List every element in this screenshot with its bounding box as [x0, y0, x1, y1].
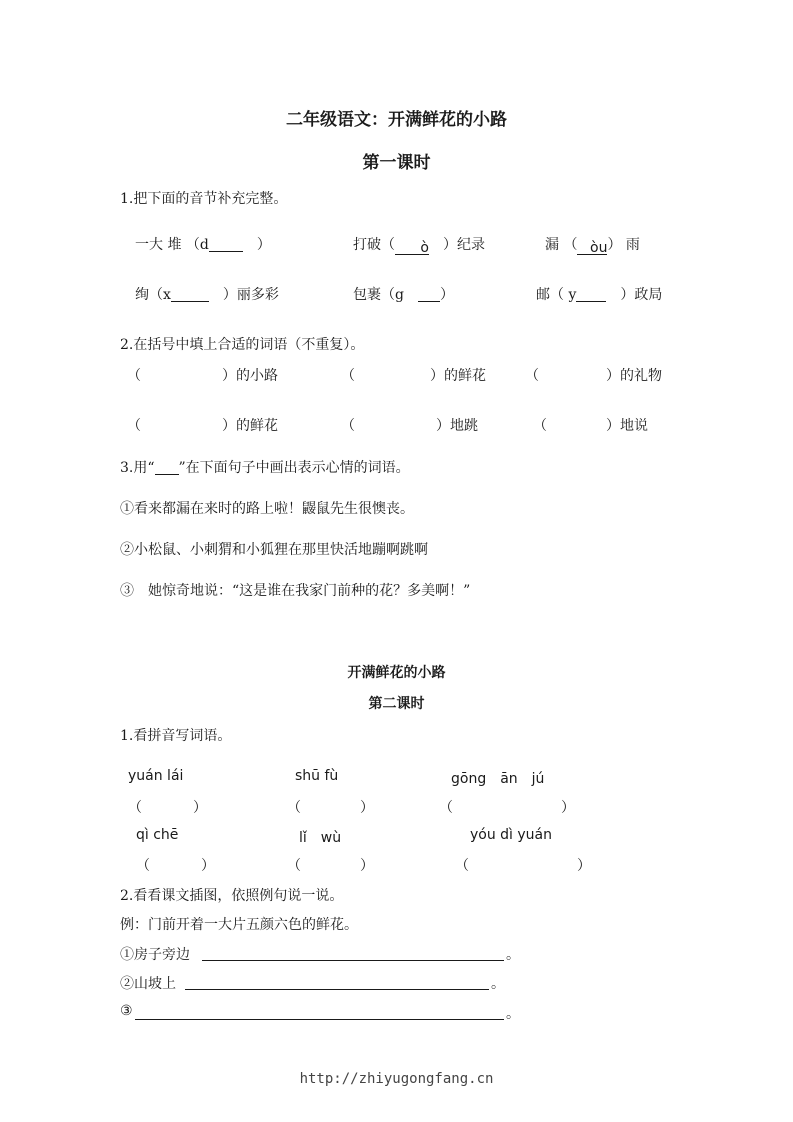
q3-sentence-1: ①看来都漏在来时的路上啦！鼹鼠先生很懊丧。 — [120, 501, 414, 517]
answer-line-1[interactable] — [202, 960, 504, 961]
p2-q2-item-2: ②山坡上 — [120, 976, 176, 992]
pinyin-2: shū fù — [295, 768, 339, 784]
p2-q1-prompt: 1.看拼音写词语。 — [120, 728, 232, 744]
p2-q2-example: 例：门前开着一大片五颜六色的鲜花。 — [120, 917, 358, 933]
answer-close-2: ） — [360, 800, 374, 816]
lesson-1-heading: 第一课时 — [362, 153, 431, 173]
q1-item-5: 包裹（g ） — [353, 287, 454, 303]
q1-prompt: 1.把下面的音节补充完整。 — [120, 191, 288, 207]
answer-open-1[interactable]: （ — [128, 800, 142, 816]
q2-item-6: ）地说 — [606, 418, 648, 434]
q2-blank-5[interactable]: （ — [341, 418, 355, 434]
blank[interactable]: òu — [577, 240, 607, 255]
q3-sentence-3: ③ 她惊奇地说：“这是谁在我家门前种的花？多美啊！” — [120, 583, 471, 599]
q1-item-3: 漏 （ òu） 雨 — [545, 237, 640, 256]
q2-item-1: ）的小路 — [222, 368, 278, 384]
period-2: 。 — [491, 976, 505, 992]
blank[interactable] — [576, 287, 606, 302]
answer-open-6[interactable]: （ — [455, 858, 469, 874]
period-3: 。 — [506, 1006, 520, 1022]
answer-close-5: ） — [360, 858, 374, 874]
answer-open-3[interactable]: （ — [439, 800, 453, 816]
q2-item-5: ）地跳 — [436, 418, 478, 434]
q3-sentence-2: ②小松鼠、小刺猬和小狐狸在那里快活地蹦啊跳啊 — [120, 542, 428, 558]
p2-q2-item-1: ①房子旁边 — [120, 947, 190, 963]
pinyin-4: qì chē — [136, 827, 179, 843]
blank[interactable] — [171, 287, 209, 302]
answer-open-4[interactable]: （ — [136, 858, 150, 874]
q2-blank-6[interactable]: （ — [533, 418, 547, 434]
blank[interactable] — [209, 237, 243, 252]
p2-q2-item-3: ③ — [120, 1003, 133, 1019]
q2-item-2: ）的鲜花 — [430, 368, 486, 384]
q2-blank-1[interactable]: （ — [127, 368, 141, 384]
q2-item-3: ）的礼物 — [606, 368, 662, 384]
pinyin-3: gōng ān jú — [451, 771, 545, 787]
period-1: 。 — [506, 947, 520, 963]
q2-blank-4[interactable]: （ — [127, 418, 141, 434]
blank[interactable]: ò — [395, 240, 429, 255]
q1-item-4: 绚（x ）丽多彩 — [135, 287, 279, 303]
q1-item-6: 邮（ y ）政局 — [536, 287, 663, 303]
q3-prompt: 3.用“ ”在下面句子中画出表示心情的词语。 — [120, 460, 410, 476]
lesson-2-heading: 第二课时 — [368, 696, 425, 712]
answer-close-3: ） — [561, 800, 575, 816]
q1-item-2: 打破（ ò ）纪录 — [353, 237, 485, 256]
answer-close-4: ） — [201, 858, 215, 874]
q2-blank-2[interactable]: （ — [341, 368, 355, 384]
underline-sample — [155, 460, 179, 475]
part2-title: 开满鲜花的小路 — [347, 665, 446, 681]
answer-close-6: ） — [577, 858, 591, 874]
pinyin-1: yuán lái — [128, 768, 184, 784]
blank[interactable] — [418, 287, 440, 302]
q2-item-4: ）的鲜花 — [222, 418, 278, 434]
pinyin-6: yóu dì yuán — [470, 827, 553, 843]
q1-item-1: 一大 堆 （d ） — [135, 237, 271, 253]
answer-close-1: ） — [193, 800, 207, 816]
q2-blank-3[interactable]: （ — [525, 368, 539, 384]
answer-open-5[interactable]: （ — [287, 858, 301, 874]
footer-url: http://zhiyugongfang.cn — [299, 1071, 494, 1087]
p2-q2-prompt: 2.看看课文插图，依照例句说一说。 — [120, 888, 344, 904]
answer-open-2[interactable]: （ — [287, 800, 301, 816]
page-title: 二年级语文：开满鲜花的小路 — [286, 110, 507, 130]
answer-line-2[interactable] — [185, 989, 489, 990]
q2-prompt: 2.在括号中填上合适的词语（不重复）。 — [120, 337, 365, 353]
answer-line-3[interactable] — [135, 1019, 504, 1020]
pinyin-5: lǐ wù — [299, 830, 342, 846]
